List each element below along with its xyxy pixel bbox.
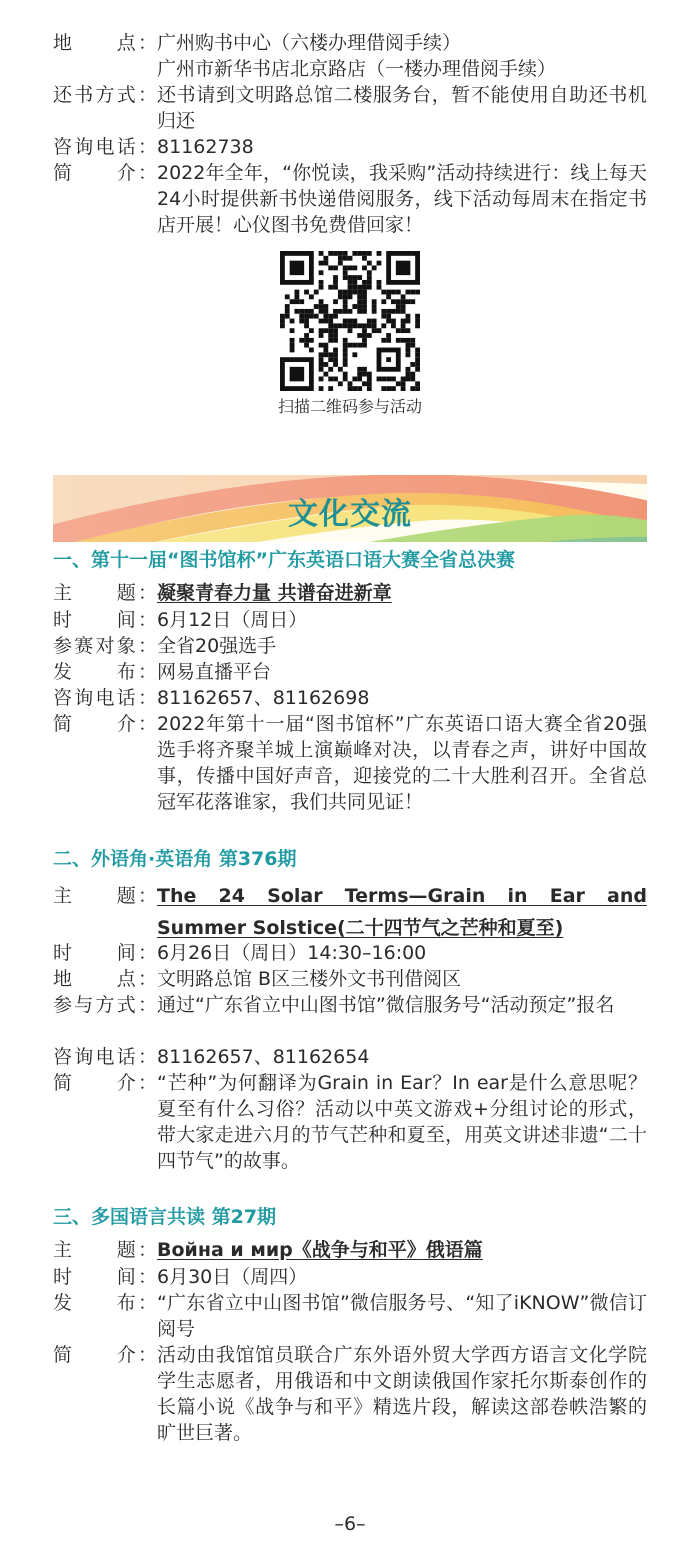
phone-value: 81162657、81162654	[157, 1046, 370, 1068]
address-line-1: 广州购书中心（六楼办理借阅手续）	[157, 32, 462, 54]
field-label: 还书方式：	[53, 84, 157, 106]
field-label: 参与方式：	[53, 994, 157, 1016]
top-phone-row	[53, 134, 647, 160]
s2-theme-row	[53, 880, 647, 944]
section-3-heading: 三、多国语言共读 第27期	[53, 1206, 277, 1228]
address-value: 文明路总馆 B区三楼外文书刊借阅区	[157, 968, 462, 990]
s3-theme-row	[53, 1237, 647, 1263]
field-label: 简 介：	[53, 162, 157, 184]
section-2-heading: 二、外语角·英语角 第376期	[53, 848, 297, 870]
s1-theme-row	[53, 580, 647, 606]
s2-phone-row	[53, 1044, 647, 1070]
field-label: 咨询电话：	[53, 1046, 157, 1068]
qr-code-image[interactable]	[280, 251, 420, 391]
theme-value: The 24 Solar Terms—Grain in Ear and Summer Solstice(二十四节气之芒种和夏至)	[157, 885, 647, 939]
target-value: 全省20强选手	[157, 635, 277, 657]
field-label: 咨询电话：	[53, 687, 157, 709]
field-label: 简 介：	[53, 713, 157, 735]
s1-target-row	[53, 633, 647, 659]
phone-value: 81162738	[157, 136, 254, 158]
publish-value: 网易直播平台	[157, 661, 272, 683]
s3-publish-row	[53, 1290, 647, 1342]
s2-intro-row	[53, 1070, 647, 1174]
time-value: 6月26日（周日）14:30–16:00	[157, 942, 427, 964]
s2-join-row	[53, 992, 647, 1018]
s1-time-row	[53, 607, 647, 633]
s2-address-row	[53, 966, 647, 992]
s3-intro-row	[53, 1342, 647, 1446]
s1-phone-row	[53, 685, 647, 711]
s2-time-row	[53, 940, 647, 966]
field-label: 发 布：	[53, 661, 157, 683]
field-label: 简 介：	[53, 1344, 157, 1366]
intro-text: “芒种”为何翻译为Grain in Ear？In ear是什么意思呢？夏至有什么习俗？活动以中英文游戏+分组讨论的形式，带大家走进六月的节气芒种和夏至，用英文讲述非遗“二十四节气”的故事。	[157, 1072, 647, 1172]
field-label: 主 题：	[53, 582, 157, 604]
field-label: 时 间：	[53, 942, 157, 964]
field-label: 参赛对象：	[53, 635, 157, 657]
section-banner	[53, 475, 647, 542]
field-label: 主 题：	[53, 885, 157, 907]
phone-value: 81162657、81162698	[157, 687, 370, 709]
intro-text: 活动由我馆馆员联合广东外语外贸大学西方语言文化学院学生志愿者，用俄语和中文朗读俄国作家托尔斯泰创作的长篇小说《战争与和平》精选片段，解读这部卷帙浩繁的旷世巨著。	[157, 1344, 647, 1444]
theme-value: Война и мир《战争与和平》俄语篇	[157, 1239, 483, 1261]
time-value: 6月30日（周四）	[157, 1266, 308, 1288]
s3-time-row	[53, 1264, 647, 1290]
address-line-2: 广州市新华书店北京路店（一楼办理借阅手续）	[157, 58, 557, 80]
field-label: 简 介：	[53, 1072, 157, 1094]
top-return-row	[53, 82, 647, 134]
section-1-heading: 一、第十一届“图书馆杯”广东英语口语大赛全省总决赛	[53, 549, 515, 571]
field-label: 咨询电话：	[53, 136, 157, 158]
return-text: 还书请到文明路总馆二楼服务台，暂不能使用自助还书机归还	[157, 84, 647, 132]
time-value: 6月12日（周日）	[157, 609, 308, 631]
intro-text: 2022年第十一届“图书馆杯”广东英语口语大赛全省20强选手将齐聚羊城上演巅峰对决，以青春之声，讲好中国故事，传播中国好声音，迎接党的二十大胜利召开。全省总冠军花落谁家，我们共同见证！	[157, 713, 647, 813]
field-label: 地 点：	[53, 968, 157, 990]
field-label: 时 间：	[53, 1266, 157, 1288]
top-address-row	[53, 30, 647, 82]
field-label: 时 间：	[53, 609, 157, 631]
page-number: –6–	[334, 1513, 366, 1535]
field-label: 主 题：	[53, 1239, 157, 1261]
intro-text: 2022年全年，“你悦读，我采购”活动持续进行：线上每天24小时提供新书快递借阅服务，线下活动每周末在指定书店开展！心仪图书免费借回家！	[157, 162, 647, 236]
banner-title: 文化交流	[288, 497, 412, 532]
join-value: 通过“广东省立中山图书馆”微信服务号“活动预定”报名	[157, 994, 615, 1016]
publish-value: “广东省立中山图书馆”微信服务号、“知了iKNOW”微信订阅号	[157, 1292, 647, 1340]
qr-caption: 扫描二维码参与活动	[277, 397, 422, 416]
field-label: 发 布：	[53, 1292, 157, 1314]
field-label: 地 点：	[53, 32, 157, 54]
s1-intro-row	[53, 711, 647, 815]
theme-value: 凝聚青春力量 共谱奋进新章	[157, 582, 392, 604]
top-intro-row	[53, 160, 647, 238]
s1-publish-row	[53, 659, 647, 685]
